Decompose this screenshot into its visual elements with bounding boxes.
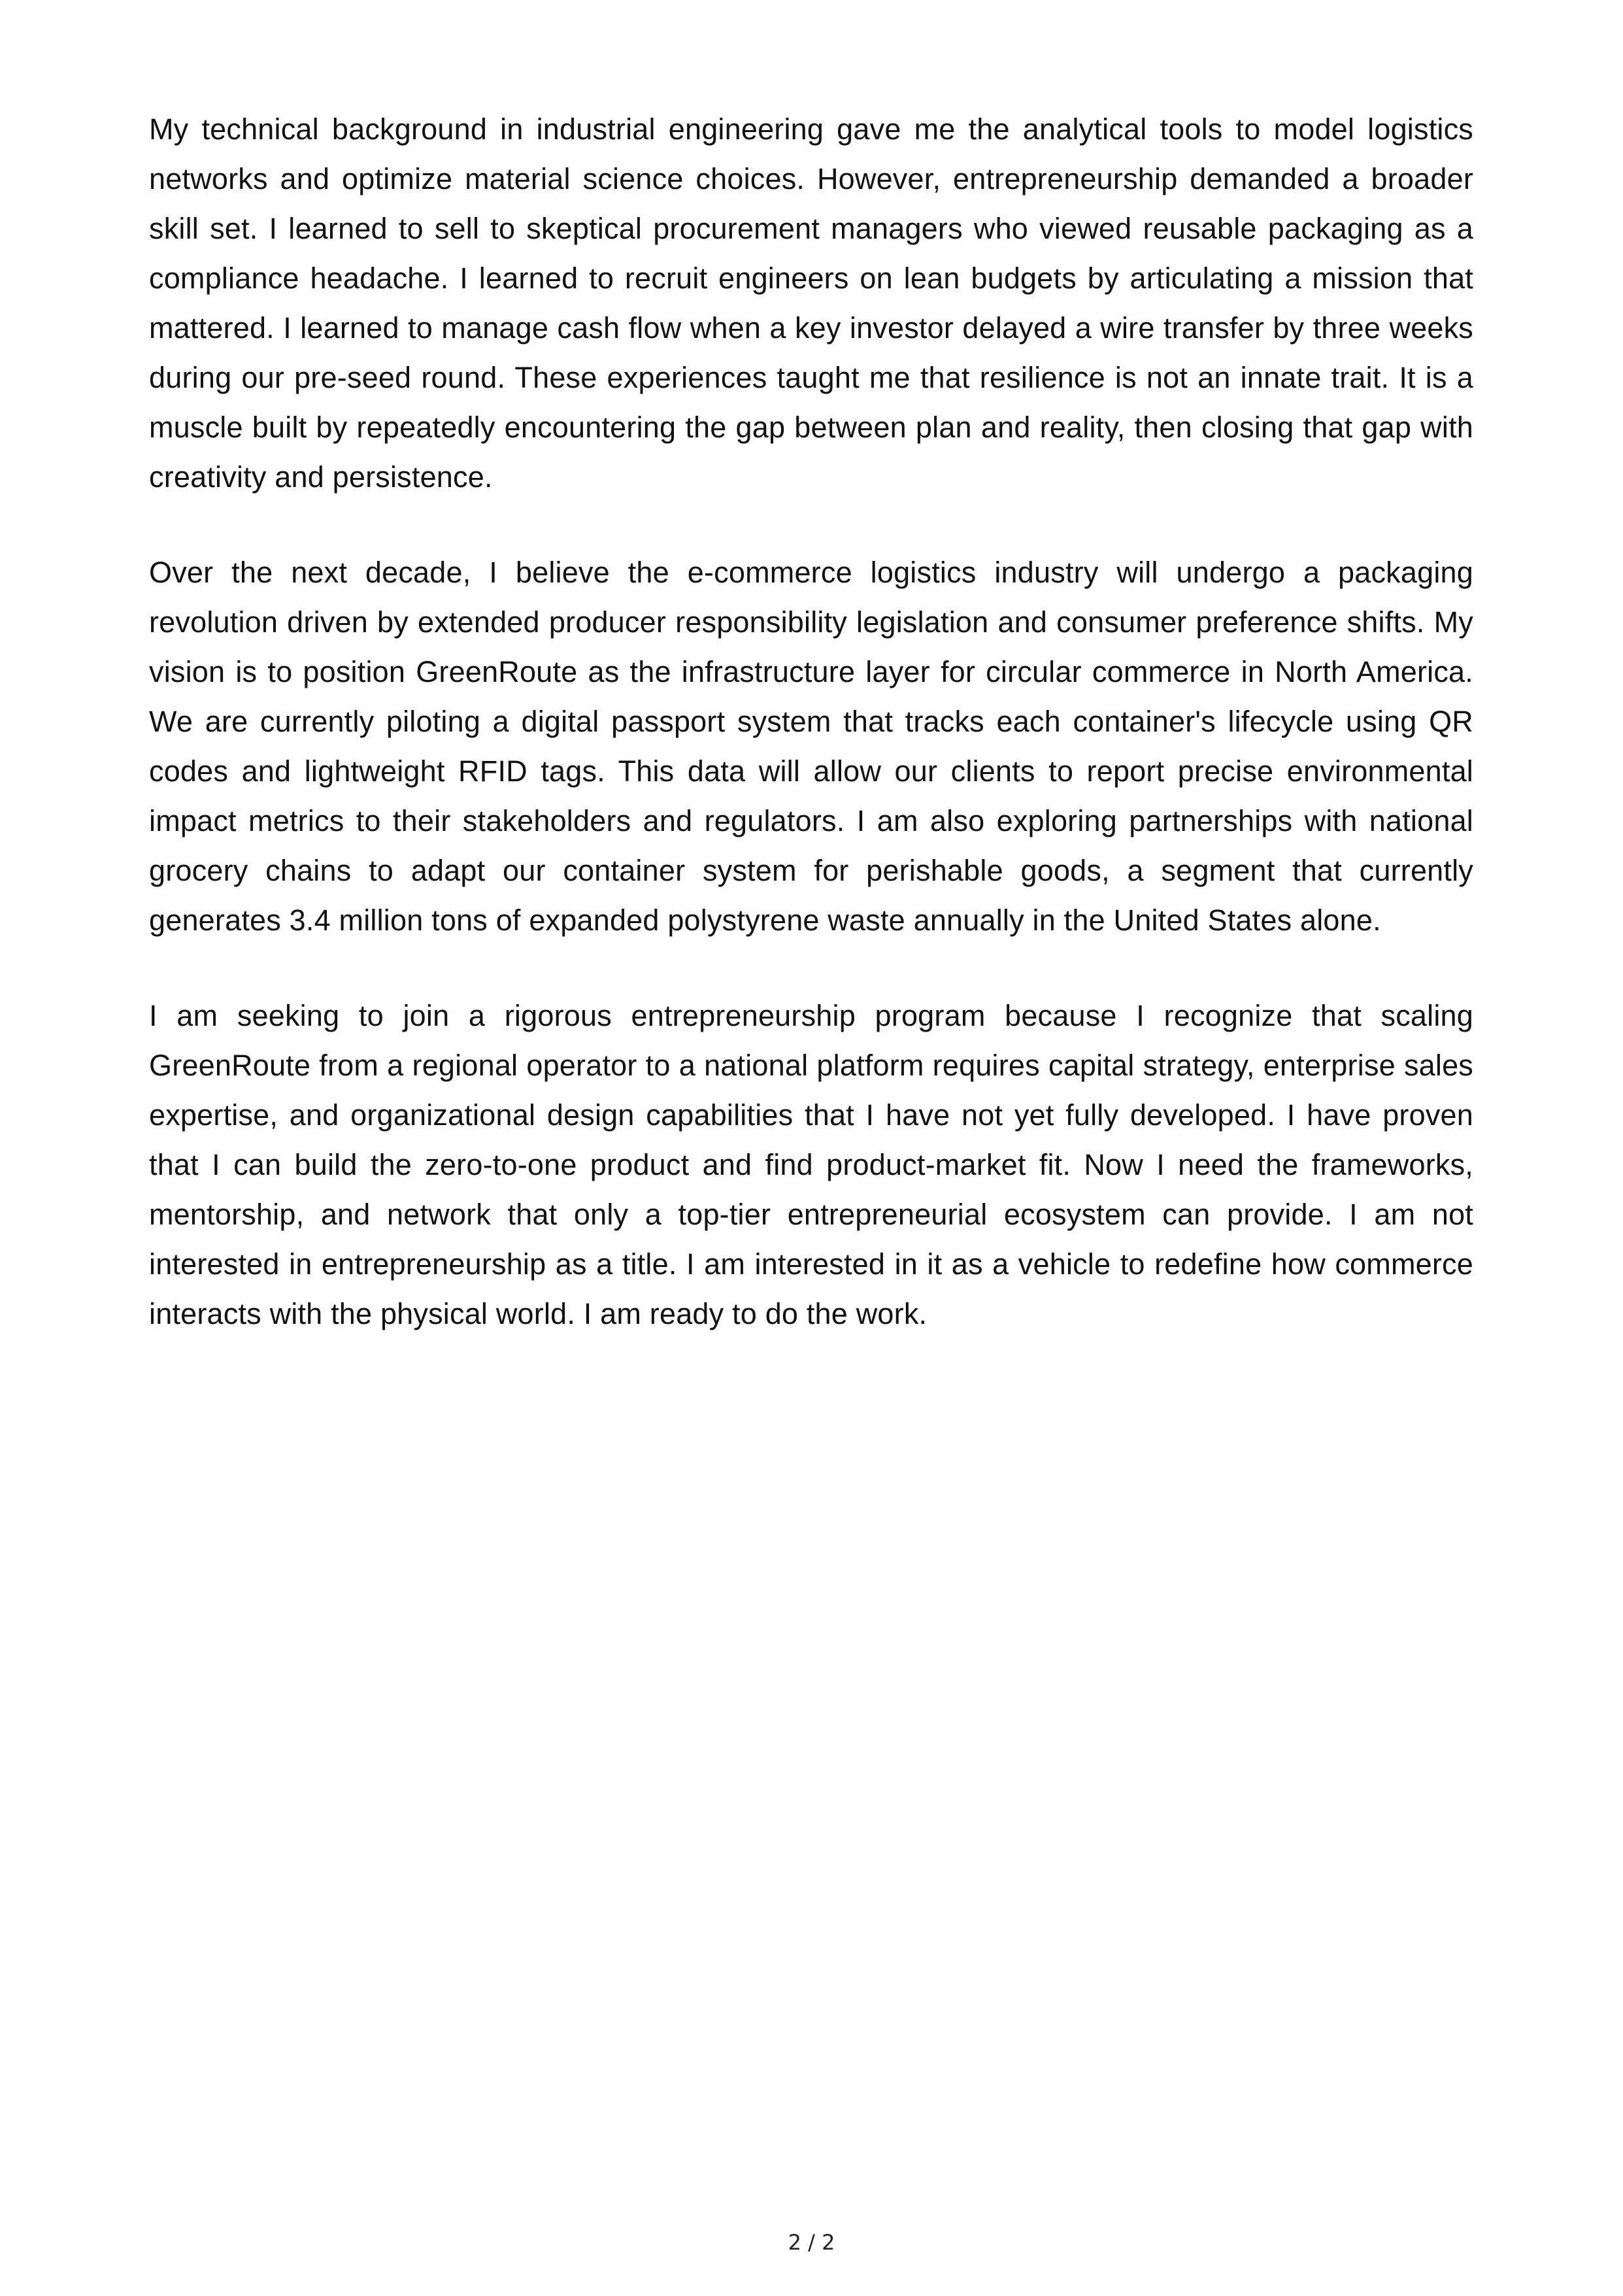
body-paragraph: My technical background in industrial engineering gave me the analytical tools to model logistics networks and optimize material science choices. However, entrepreneurship demanded a broader skill set. I learned to sell to skeptical procurement managers who viewed reusable packaging as a compliance headache. I learned to recruit engineers on lean budgets by articulating a mission that mattered. I learned to manage cash flow when a key investor delayed a wire transfer by three weeks during our pre-seed round. These experiences taught me that resilience is not an innate trait. It is a muscle built by repeatedly encountering the gap between plan and reality, then closing that gap with creativity and persistence. bbox=[149, 112, 1473, 494]
body-paragraph: Over the next decade, I believe the e-commerce logistics industry will undergo a packaging revolution driven by extended producer responsibility legislation and consumer preference shifts. My vision is to position GreenRoute as the infrastructure layer for circular commerce in North America. We are currently piloting a digital passport system that tracks each container's lifecycle using QR codes and lightweight RFID tags. This data will allow our clients to report precise environmental impact metrics to their stakeholders and regulators. I am also exploring partnerships with national grocery chains to adapt our container system for perishable goods, a segment that currently generates 3.4 million tons of expanded polystyrene waste annually in the United States alone. bbox=[149, 556, 1473, 937]
body-paragraph: I am seeking to join a rigorous entrepreneurship program because I recognize that scaling GreenRoute from a regional operator to a national platform requires capital strategy, enterprise sales expertise, and organizational design capabilities that I have not yet fully developed. I have proven that I can build the zero-to-one product and find product-market fit. Now I need the frameworks, mentorship, and network that only a top-tier entrepreneurial ecosystem can provide. I am not interested in entrepreneurship as a title. I am interested in it as a vehicle to redefine how commerce interacts with the physical world. I am ready to do the work. bbox=[149, 999, 1473, 1330]
page-number: 2 / 2 bbox=[788, 2230, 835, 2255]
document-body bbox=[149, 105, 1473, 1385]
